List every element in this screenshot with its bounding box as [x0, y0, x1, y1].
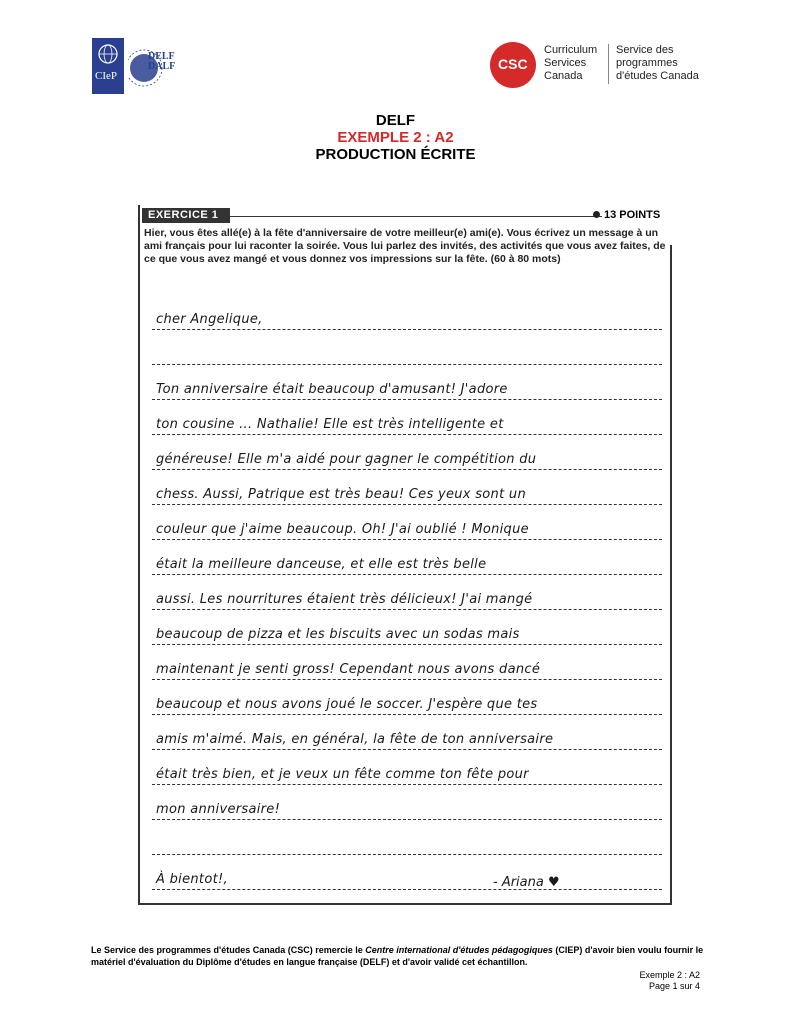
- csc-fr-line: d'études Canada: [616, 70, 699, 82]
- csc-fr-line: programmes: [616, 57, 678, 69]
- handwritten-text: maintenant je senti gross! Cependant nous avons dancé: [156, 662, 541, 677]
- handwritten-text: généreuse! Elle m'a aidé pour gagner le compétition du: [156, 452, 537, 467]
- page-info: [639, 970, 700, 992]
- signature: - Ariana ♥: [493, 875, 560, 890]
- csc-fr-line: Service des: [616, 44, 674, 56]
- exercise-instructions: Hier, vous êtes allé(e) à la fête d'anniversaire de votre meilleur(e) ami(e). Vous écrivez un message à un ami français pour lui raconter la soirée. Vous lui parlez des invités, des activités que vous avez faites, de ce que vous avez mangé et vous donnez vos impressions sur la fête. (60 à 80 mots): [144, 227, 666, 265]
- handwriting-line: [152, 785, 662, 820]
- handwritten-text: amis m'aimé. Mais, en général, la fête de ton anniversaire: [156, 732, 554, 747]
- handwriting-line: [152, 435, 662, 470]
- handwriting-line: [152, 330, 662, 365]
- csc-name-en: [544, 44, 597, 83]
- handwriting-line: [152, 610, 662, 645]
- handwriting-line: [152, 645, 662, 680]
- answer-sheet: [138, 205, 672, 905]
- handwritten-text: aussi. Les nourritures étaient très délicieux! J'ai mangé: [156, 592, 533, 607]
- footer-text: (CIEP) d'avoir bien voulu fournir le matériel d'évaluation du Diplôme d'études en langue française (DELF) et d'avoir validé cet échantillon.: [91, 945, 704, 967]
- exercise-label: EXERCICE 1: [142, 208, 230, 223]
- handwritten-text: Ton anniversaire était beaucoup d'amusant! J'adore: [156, 382, 508, 397]
- csc-en-line: Curriculum: [544, 44, 598, 56]
- section-title: PRODUCTION ÉCRITE: [315, 146, 476, 163]
- footer-text: Le Service des programmes d'études Canada (CSC) remercie le: [91, 945, 366, 955]
- sheet-border: [670, 245, 672, 905]
- handwriting-line: [152, 505, 662, 540]
- handwritten-text: ton cousine ... Nathalie! Elle est très intelligente et: [156, 417, 504, 432]
- handwritten-text: beaucoup de pizza et les biscuits avec un sodas mais: [156, 627, 520, 642]
- delf-label: DELF: [148, 51, 175, 62]
- handwritten-text: était la meilleure danceuse, et elle est très belle: [156, 557, 487, 572]
- csc-logo: [490, 42, 705, 90]
- dalf-label: DALF: [148, 61, 176, 72]
- csc-en-line: Services: [544, 57, 587, 69]
- handwriting-line: [152, 365, 662, 400]
- handwriting-lines: [152, 295, 662, 890]
- handwritten-text: beaucoup et nous avons joué le soccer. J'espère que tes: [156, 697, 538, 712]
- footer-org: Centre international d'études pédagogiques: [365, 945, 553, 955]
- handwriting-line: [152, 820, 662, 855]
- example-reference: Exemple 2 : A2: [639, 970, 700, 980]
- handwriting-line: [152, 855, 662, 890]
- handwriting-line: [152, 295, 662, 330]
- ciep-delf-logo: [92, 38, 178, 94]
- csc-en-line: Canada: [544, 70, 583, 82]
- handwriting-line: [152, 750, 662, 785]
- handwritten-text: couleur que j'aime beaucoup. Oh! J'ai oublié ! Monique: [156, 522, 529, 537]
- globe-icon: [96, 44, 120, 64]
- exam-title: DELF: [375, 112, 416, 129]
- delf-dalf-text: [148, 52, 175, 72]
- bullet-icon: [593, 211, 600, 218]
- sheet-border: [138, 903, 672, 905]
- sheet-border: [138, 205, 140, 905]
- handwritten-text: cher Angelique,: [156, 312, 263, 327]
- handwriting-line: [152, 400, 662, 435]
- ciep-logo-box: [92, 38, 124, 94]
- exercise-rule: [224, 216, 602, 217]
- handwriting-line: [152, 470, 662, 505]
- example-title: EXEMPLE 2 : A2: [337, 129, 454, 146]
- handwritten-text: À bientot!,: [156, 872, 228, 887]
- handwriting-line: [152, 680, 662, 715]
- handwriting-line: [152, 575, 662, 610]
- csc-divider: [608, 44, 609, 84]
- handwriting-line: [152, 540, 662, 575]
- csc-name-fr: [616, 44, 699, 83]
- handwritten-text: était très bien, et je veux un fête comme ton fête pour: [156, 767, 529, 782]
- handwriting-line: [152, 715, 662, 750]
- points-text: 13 POINTS: [604, 209, 661, 221]
- handwritten-text: chess. Aussi, Patrique est très beau! Ces yeux sont un: [156, 487, 526, 502]
- csc-badge: [490, 42, 536, 88]
- csc-badge-text: CSC: [498, 56, 528, 72]
- points-badge: [593, 208, 660, 223]
- document-titles: [0, 112, 791, 163]
- page-number: Page 1 sur 4: [648, 981, 700, 991]
- ciep-label: CIeP: [95, 70, 117, 82]
- footer-acknowledgement: [91, 944, 711, 968]
- handwritten-text: mon anniversaire!: [156, 802, 281, 817]
